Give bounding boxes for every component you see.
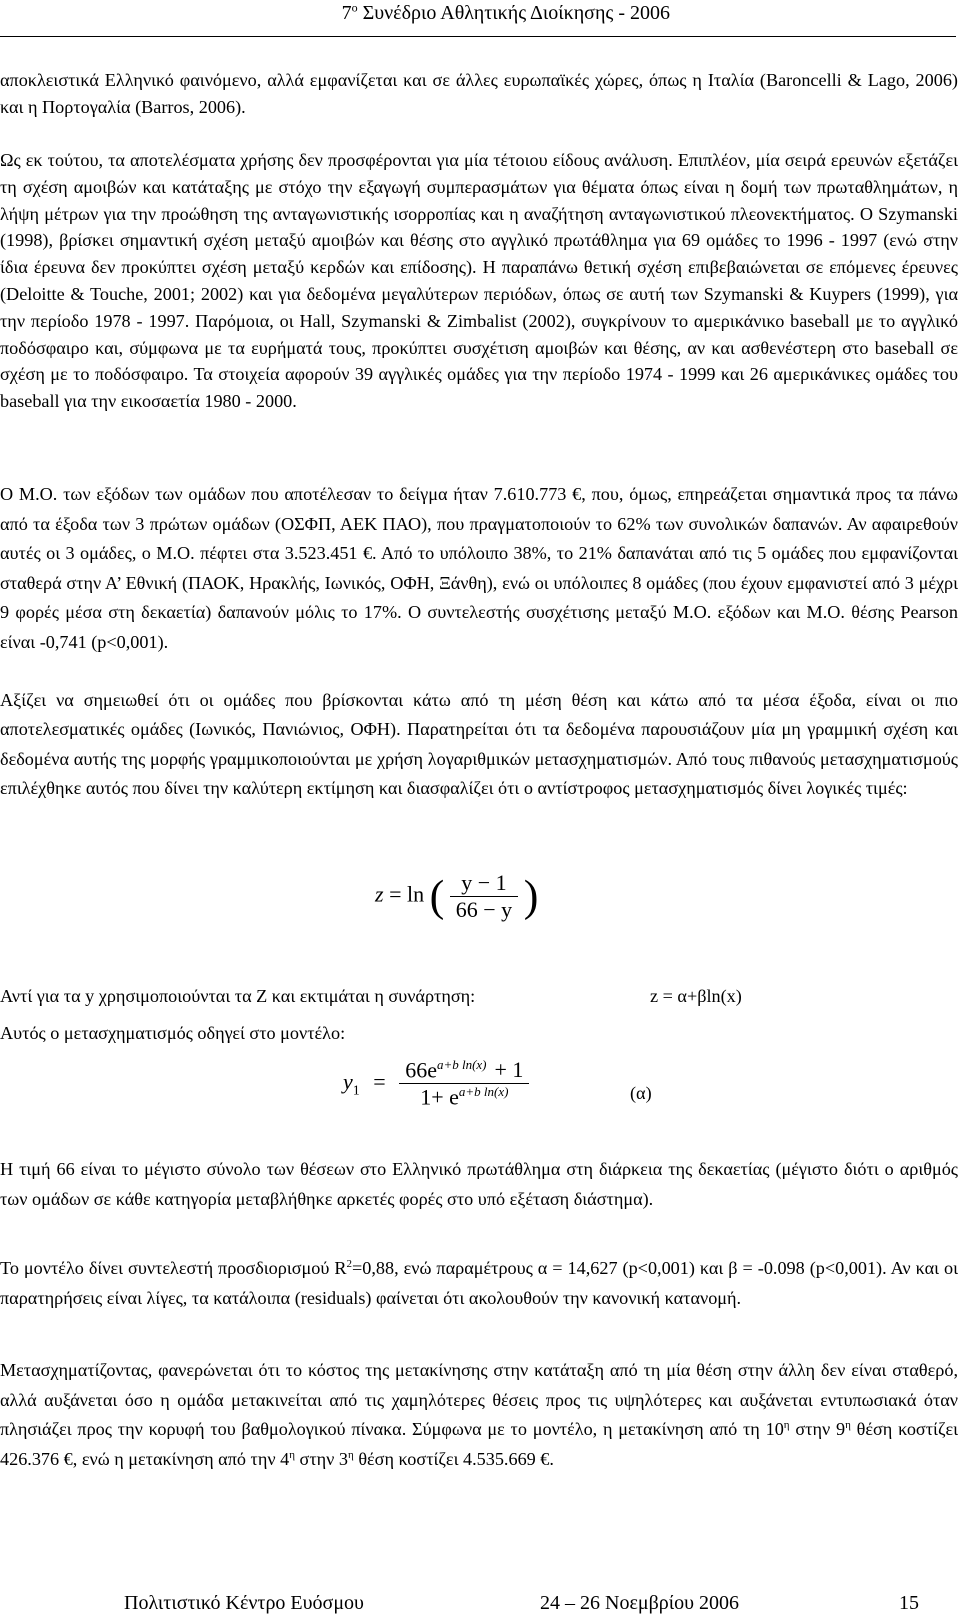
equation-2-denominator bbox=[414, 1084, 514, 1110]
equation-2-lhs: y bbox=[343, 1068, 353, 1094]
equation-2-den-base: 1+ e bbox=[420, 1084, 459, 1110]
paragraph-5-text: Αντί για τα y χρησιμοποιούνται τα Z και εκτιμάται η συνάρτηση: bbox=[0, 986, 476, 1006]
footer-dates: 24 – 26 Νοεμβρίου 2006 bbox=[540, 1592, 740, 1614]
equation-2-fraction bbox=[399, 1057, 529, 1111]
equation-1-denominator: 66 − y bbox=[455, 897, 513, 922]
paragraph-9-part-b: στην 9 bbox=[789, 1419, 846, 1439]
paragraph-8-part-a: Το μοντέλο δίνει συντελεστή προσδιορισμού R bbox=[0, 1258, 347, 1278]
equation-1-equals: = bbox=[389, 881, 402, 907]
equation-1-ln: ln bbox=[406, 881, 425, 907]
header-superscript: ο bbox=[351, 0, 358, 15]
paragraph-8 bbox=[0, 1254, 958, 1313]
paragraph-9-part-e: θέση κοστίζει 4.535.669 €. bbox=[353, 1448, 554, 1469]
equation-2-num-plus: + 1 bbox=[494, 1057, 524, 1083]
paragraph-8-superscript: 2 bbox=[346, 1257, 353, 1270]
paragraph-9-part-d: στην 3 bbox=[294, 1448, 349, 1469]
equation-2-num-exponent: a+b ln(x) bbox=[436, 1057, 487, 1072]
paragraph-5-formula: z = α+βln(x) bbox=[650, 986, 742, 1006]
equation-1-fraction bbox=[450, 870, 518, 923]
equation-2-label: (α) bbox=[630, 1083, 652, 1103]
paragraph-4: Αξίζει να σημειωθεί ότι οι ομάδες που βρίσκονται κάτω από τη μέση θέση και κάτω από τα μέσα έξοδα, είναι οι πιο αποτελεσματικές ομάδες (Ιωνικός, Πανιώνιος, ΟΦΗ). Παρατηρείται ότι τα δεδομένα παρουσιάζουν μία μη γραμμική σχέση και δεδομένα αυτής της μορφής γραμμικοποιούνται με χρήση λογαριθμικών μετασχηματισμών. Από τους πιθανούς μετασχηματισμούς επιλέχθηκε αυτός που δίνει την καλύτερη εκτίμηση και διασφαλίζει ότι ο αντίστροφος μετασχηματισμός δίνει λογικές τιμές: bbox=[0, 690, 958, 799]
paragraph-2: Ως εκ τούτου, τα αποτελέσματα χρήσης δεν προσφέρονται για μία τέτοιου είδους ανάλυση. Επιπλέον, μία σειρά ερευνών εξετάζει τη σχέση αμοιβών και κατάταξης με στόχο την εξαγωγή συμπερασμάτων για θέματα όπως είναι η δομή των πρωταθλημάτων, η λήψη μέτρων για την προώθηση της ανταγωνιστικής ισορροπίας και η αναζήτηση ανταγωνιστικού πλεονεκτήματος. Ο Szymanski (1998), βρίσκει σημαντική σχέση μεταξύ αμοιβών και θέσης στο αγγλικό πρωτάθλημα για 69 ομάδες το 1996 - 1997 (ενώ στην ίδια έρευνα δεν προκύπτει σχέση μεταξύ κερδών και επίδοσης). Η παραπάνω θετική σχέση επιβεβαιώνεται σε επόμενες έρευνες (Deloitte & Touche, 2001; 2002) και για δεδομένα μεγαλύτερων περιόδων, όπως σε αυτή των Szymanski & Kuypers (1999), για την περίοδο 1978 - 1997. Παρόμοια, οι Hall, Szymanski & Zimbalist (2002), συγκρίνουν το αμερικάνικο baseball με το αγγλικό ποδόσφαιρο και, σύμφωνα με τα ευρήματά τους, προκύπτει συσχέτιση αμοιβών και θέσης, αν και ασθενέστερη στο baseball σε σχέση με το ποδόσφαιρο. Τα στοιχεία αφορούν 39 αγγλικές ομάδες για την περίοδο 1974 - 1999 και 26 αμερικάνικες ομάδες του baseball για την εικοσαετία 1980 - 2000. bbox=[0, 150, 958, 412]
header-rule bbox=[0, 36, 956, 37]
equation-2-equals: = bbox=[373, 1068, 386, 1094]
header-number: 7 bbox=[341, 2, 352, 24]
paragraph-1: αποκλειστικά Ελληνικό φαινόμενο, αλλά εμφανίζεται και σε άλλες ευρωπαϊκές χώρες, όπως η Ιταλία (Baroncelli & Lago, 2006) και η Πορτογαλία (Barros, 2006). bbox=[0, 70, 958, 117]
equation-z-ln bbox=[375, 870, 538, 923]
paragraph-7: Η τιμή 66 είναι το μέγιστο σύνολο των θέσεων στο Ελληνικό πρωτάθλημα στη διάρκεια της δεκαετίας (μέγιστο διότι ο αριθμός των ομάδων σε κάθε κατηγορία μεταβλήθηκε αρκετές φορές στο υπό εξέταση διάστημα). bbox=[0, 1159, 958, 1209]
equation-2-num-base: 66e bbox=[405, 1057, 437, 1083]
header-title: Συνέδριο Αθλητικής Διοίκησης - 2006 bbox=[357, 2, 670, 24]
paragraph-3: Ο Μ.Ο. των εξόδων των ομάδων που αποτέλεσαν το δείγμα ήταν 7.610.773 €, που, όμως, επηρεάζεται σημαντικά προς τα πάνω από τα έξοδα των 3 πρώτων ομάδων (ΟΣΦΠ, ΑΕΚ ΠΑΟ), που πραγματοποιούν το 62% των συνολικών δαπανών. Αν αφαιρεθούν αυτές οι 3 ομάδες, ο Μ.Ο. πέφτει στα 3.523.451 €. Από το υπόλοιπο 38%, το 21% δαπανάται από τις 5 ομάδες που εμφανίζονται σταθερά στην Α’ Εθνική (ΠΑΟΚ, Ηρακλής, Ιωνικός, ΟΦΗ, Ξάνθη), ενώ οι υπόλοιπες 8 ομάδες (που έχουν εμφανιστεί από 3 μέχρι 9 φορές μέσα στη δεκαετία) δαπανούν μόλις το 17%. Ο συντελεστής συσχέτισης μεταξύ Μ.Ο. εξόδων και Μ.Ο. θέσης Pearson είναι -0,741 (p<0,001). bbox=[0, 484, 958, 652]
equation-2-lhs-sub: 1 bbox=[352, 1083, 360, 1099]
equation-1-paren-left: ( bbox=[429, 871, 445, 921]
equation-1-lhs: z bbox=[375, 881, 384, 907]
equation-2-den-exponent: a+b ln(x) bbox=[458, 1084, 509, 1100]
equation-model bbox=[343, 1057, 529, 1111]
paragraph-9-part-c: θέση κοστίζει 426.376 €, ενώ η μετακίνηση από την 4 bbox=[0, 1419, 959, 1469]
page-header bbox=[342, 2, 670, 25]
paragraph-9-sup-1: η bbox=[783, 1418, 790, 1431]
paragraph-9 bbox=[0, 1356, 958, 1474]
paragraph-6: Αυτός ο μετασχηματισμός οδηγεί στο μοντέλο: bbox=[0, 1023, 346, 1043]
footer-page-number: 15 bbox=[899, 1592, 919, 1614]
paragraph-9-sup-2: η bbox=[845, 1418, 851, 1431]
paragraph-9-sup-4: η bbox=[348, 1448, 354, 1461]
footer-venue: Πολιτιστικό Κέντρο Ευόσμου bbox=[124, 1592, 364, 1614]
paragraph-9-sup-3: η bbox=[289, 1448, 295, 1461]
equation-1-numerator: y − 1 bbox=[461, 870, 507, 895]
equation-1-paren-right: ) bbox=[523, 871, 539, 921]
paragraph-9-part-a: Μετασχηματίζοντας, φανερώνεται ότι το κόστος της μετακίνησης στην κατάταξη από τη μία θέση στην άλλη δεν είναι σταθερό, αλλά αυξάνεται όσο η ομάδα μετακινείται από τις χαμηλότερες θέσεις προς τις υψηλότερες και αυξάνεται εντυπωσιακά όταν πλησιάζει προς την κορυφή του βαθμολογικού πίνακα. Σύμφωνα με το μοντέλο, η μετακίνηση από τη 10 bbox=[0, 1360, 958, 1439]
paragraph-8-part-b: =0,88, ενώ παραμέτρους α = 14,627 (p<0,001) και β = -0.098 (p<0,001). Αν και οι παρατηρήσεις είναι λίγες, τα κατάλοιπα (residuals) φαίνεται ότι ακολουθούν την κανονική κατανομή. bbox=[0, 1258, 959, 1308]
equation-2-numerator bbox=[399, 1057, 529, 1083]
